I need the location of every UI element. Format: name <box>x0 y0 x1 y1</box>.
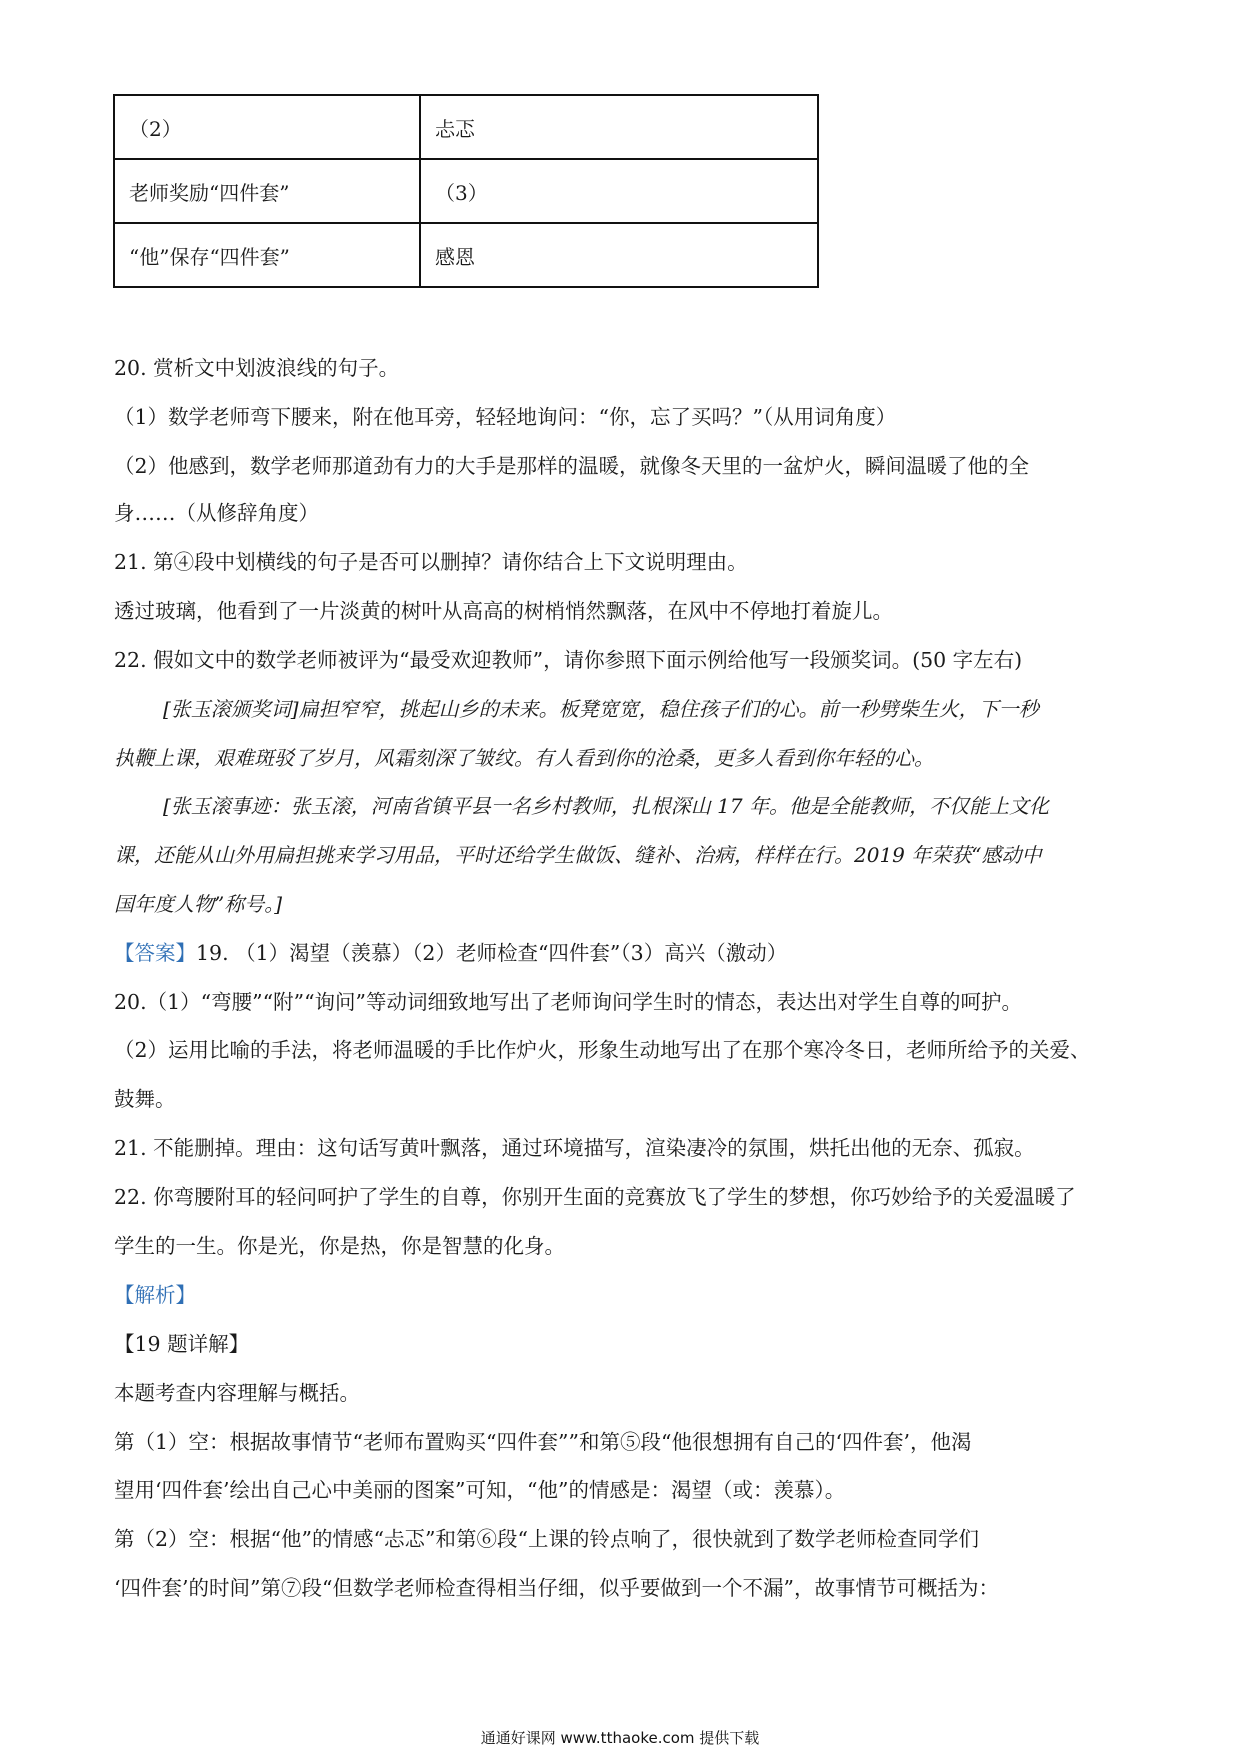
story-emotion-table <box>113 94 819 288</box>
table-cell: “他”保存“四件套” <box>114 223 420 287</box>
question-20-part2-line1: （2）他感到，数学老师那道劲有力的大手是那样的温暖，就像冬天里的一盆炉火，瞬间温暖了他的全 <box>114 454 1030 478</box>
analysis-intro: 本题考查内容理解与概括。 <box>114 1381 360 1405</box>
question-21-sentence: 透过玻璃，他看到了一片淡黄的树叶从高高的树梢悄然飘落，在风中不停地打着旋儿。 <box>114 599 893 623</box>
example-deeds-line2: 课，还能从山外用扁担挑来学习用品，平时还给学生做饭、缝补、治病，样样在行。2019 年荣获“感动中 <box>114 843 1042 867</box>
answer-19 <box>114 939 1140 967</box>
example-deeds-line1: [张玉滚事迹：张玉滚，河南省镇平县一名乡村教师，扎根深山 17 年。他是全能教师，不仅能上文化 <box>163 794 1049 818</box>
question-22-title: 22. 假如文中的数学老师被评为“最受欢迎教师”，请你参照下面示例给他写一段颁奖词。(50 字左右) <box>114 648 1023 672</box>
table-row <box>114 159 818 223</box>
example-deeds-line3: 国年度人物”称号。] <box>114 892 283 916</box>
answer-22-line2: 学生的一生。你是光，你是热，你是智慧的化身。 <box>114 1234 565 1258</box>
answer-20-part1: 20.（1）“弯腰”“附”“询问”等动词细致地写出了老师询问学生时的情态，表达出对学生自尊的呵护。 <box>114 990 1023 1014</box>
answer-20-part2-line1: （2）运用比喻的手法，将老师温暖的手比作炉火，形象生动地写出了在那个寒冷冬日，老师所给予的关爱、 <box>114 1038 1091 1062</box>
table-row <box>114 95 818 159</box>
table-cell: 忐忑 <box>420 95 818 159</box>
table-cell: 感恩 <box>420 223 818 287</box>
table-row <box>114 223 818 287</box>
example-award-speech-line2: 执鞭上课，艰难斑驳了岁月，风霜刻深了皱纹。有人看到你的沧桑，更多人看到你年轻的心。 <box>114 746 934 770</box>
table-cell: （2） <box>114 95 420 159</box>
answer-22-line1: 22. 你弯腰附耳的轻问呵护了学生的自尊，你别开生面的竞赛放飞了学生的梦想，你巧妙给予的关爱温暖了 <box>114 1185 1076 1209</box>
question-20-part1: （1）数学老师弯下腰来，附在他耳旁，轻轻地询问：“你，忘了买吗？”（从用词角度） <box>114 405 897 429</box>
table-cell: （3） <box>420 159 818 223</box>
question-20-part2-line2: 身……（从修辞角度） <box>114 501 319 525</box>
analysis-p2-line1: 第（2）空：根据“他”的情感“忐忑”和第⑥段“上课的铃点响了，很快就到了数学老师检查同学们 <box>114 1527 979 1551</box>
question-20-title: 20. 赏析文中划波浪线的句子。 <box>114 356 400 380</box>
answer-21: 21. 不能删掉。理由：这句话写黄叶飘落，通过环境描写，渲染凄冷的氛围，烘托出他的无奈、孤寂。 <box>114 1136 1035 1160</box>
analysis-label: 【解析】 <box>114 1283 196 1307</box>
question-21-title: 21. 第④段中划横线的句子是否可以删掉？请你结合上下文说明理由。 <box>114 550 748 574</box>
analysis-p1-line1: 第（1）空：根据故事情节“老师布置购买“四件套””和第⑤段“他很想拥有自己的‘四件套’，他渴 <box>114 1430 972 1454</box>
page-footer: 通通好课网 www.tthaoke.com 提供下载 <box>480 1729 760 1747</box>
answer-20-part2-line2: 鼓舞。 <box>114 1087 176 1111</box>
example-award-speech-line1: [张玉滚颁奖词]扁担窄窄，挑起山乡的未来。板凳宽宽，稳住孩子们的心。前一秒劈柴生火，下一秒 <box>163 697 1039 721</box>
analysis-p2-line2: ‘四件套’的时间”第⑦段“但数学老师检查得相当仔细，似乎要做到一个不漏”，故事情节可概括为： <box>114 1576 999 1600</box>
answer-19-text: 19. （1）渴望（羡慕）（2）老师检查“四件套”（3）高兴（激动） <box>196 941 788 965</box>
table-cell: 老师奖励“四件套” <box>114 159 420 223</box>
answer-label: 【答案】 <box>114 941 196 965</box>
q19-detail-heading: 【19 题详解】 <box>114 1332 250 1356</box>
analysis-p1-line2: 望用‘四件套’绘出自己心中美丽的图案”可知，“他”的情感是：渴望（或：羡慕）。 <box>114 1478 846 1502</box>
